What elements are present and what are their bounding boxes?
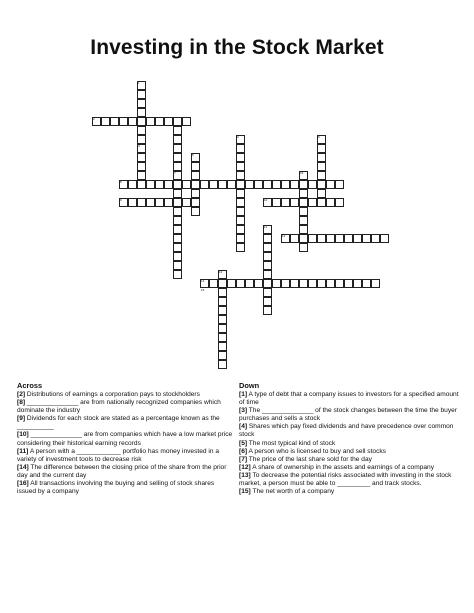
- crossword-cell[interactable]: [290, 234, 299, 243]
- down-clues: [239, 381, 461, 496]
- crossword-cell[interactable]: [299, 234, 308, 243]
- down-clue: [239, 407, 461, 423]
- cell-number: 10: [264, 198, 268, 202]
- crossword-cell[interactable]: [155, 117, 164, 126]
- crossword-cell[interactable]: [191, 189, 200, 198]
- crossword-cell[interactable]: [272, 279, 281, 288]
- clue-text: The most typical kind of stock: [248, 439, 336, 447]
- crossword-cell[interactable]: [299, 207, 308, 216]
- crossword-cell[interactable]: [299, 180, 308, 189]
- crossword-cell[interactable]: [308, 198, 317, 207]
- cell-number: 11: [264, 225, 268, 229]
- crossword-cell[interactable]: [317, 279, 326, 288]
- crossword-cell[interactable]: [218, 288, 227, 297]
- crossword-cell[interactable]: [146, 198, 155, 207]
- down-clue: [239, 456, 461, 464]
- across-clue: [17, 415, 235, 431]
- crossword-cell[interactable]: [344, 234, 353, 243]
- crossword-cell[interactable]: [119, 117, 128, 126]
- down-clue: [239, 448, 461, 456]
- crossword-cell[interactable]: [299, 279, 308, 288]
- crossword-cell[interactable]: [335, 234, 344, 243]
- crossword-cell[interactable]: [335, 279, 344, 288]
- crossword-cell[interactable]: [218, 351, 227, 360]
- crossword-cell[interactable]: [227, 279, 236, 288]
- crossword-cell[interactable]: [137, 135, 146, 144]
- crossword-cell[interactable]: [236, 216, 245, 225]
- clue-text: The net worth of a company: [252, 488, 335, 496]
- crossword-cell[interactable]: [290, 180, 299, 189]
- crossword-cell[interactable]: [236, 162, 245, 171]
- crossword-cell[interactable]: [218, 333, 227, 342]
- crossword-cell[interactable]: [236, 144, 245, 153]
- crossword-cell[interactable]: [137, 117, 146, 126]
- crossword-cell[interactable]: [353, 234, 362, 243]
- clue-number: [9]: [17, 415, 26, 423]
- crossword-cell[interactable]: [173, 180, 182, 189]
- crossword-cell[interactable]: [173, 243, 182, 252]
- crossword-cell[interactable]: [236, 198, 245, 207]
- clue-number: [15]: [239, 488, 251, 496]
- crossword-cell[interactable]: [218, 315, 227, 324]
- cell-number: 14: [201, 279, 205, 283]
- crossword-cell[interactable]: [173, 189, 182, 198]
- crossword-cell[interactable]: [182, 117, 191, 126]
- crossword-cell[interactable]: [209, 279, 218, 288]
- crossword-cell[interactable]: [137, 153, 146, 162]
- crossword-cell[interactable]: [317, 198, 326, 207]
- crossword-cell[interactable]: [137, 171, 146, 180]
- down-clue: [239, 472, 461, 488]
- crossword-cell[interactable]: [173, 126, 182, 135]
- crossword-cell[interactable]: [308, 279, 317, 288]
- crossword-cell[interactable]: [308, 180, 317, 189]
- crossword-cell[interactable]: [182, 180, 191, 189]
- crossword-cell[interactable]: [236, 243, 245, 252]
- clue-text: All transactions involving the buying and selling of stock shares issued by a company: [17, 480, 215, 496]
- crossword-cell[interactable]: [236, 207, 245, 216]
- crossword-cell[interactable]: [272, 198, 281, 207]
- across-clue: [17, 399, 235, 415]
- crossword-cell[interactable]: [236, 234, 245, 243]
- crossword-cell[interactable]: [218, 297, 227, 306]
- across-clue: [17, 480, 235, 496]
- crossword-cell[interactable]: [164, 117, 173, 126]
- crossword-cell[interactable]: [155, 180, 164, 189]
- crossword-cell[interactable]: [281, 198, 290, 207]
- crossword-cell[interactable]: [335, 198, 344, 207]
- crossword-cell[interactable]: [263, 243, 272, 252]
- crossword-cell[interactable]: [173, 153, 182, 162]
- clue-number: [11]: [17, 447, 29, 455]
- clue-number: [4]: [239, 423, 248, 431]
- crossword-cell[interactable]: [344, 279, 353, 288]
- crossword-cell[interactable]: [137, 108, 146, 117]
- crossword-cell[interactable]: [308, 234, 317, 243]
- crossword-cell[interactable]: [317, 171, 326, 180]
- cell-number: 15: [300, 171, 304, 175]
- clue-text: The price of the last share sold for the day: [248, 455, 372, 463]
- crossword-cell[interactable]: [263, 288, 272, 297]
- crossword-cell[interactable]: [290, 198, 299, 207]
- crossword-cell[interactable]: [173, 234, 182, 243]
- clue-number: [3]: [239, 407, 248, 415]
- cell-number: 9: [120, 198, 122, 202]
- crossword-cell[interactable]: [173, 198, 182, 207]
- crossword-cell[interactable]: [371, 279, 380, 288]
- clue-text: A person with a ____________ portfolio has money invested in a variety of investment tools to decrease risk: [17, 447, 219, 463]
- crossword-cell[interactable]: [263, 297, 272, 306]
- crossword-cell[interactable]: [218, 180, 227, 189]
- crossword-cell[interactable]: [263, 261, 272, 270]
- crossword-cell[interactable]: [173, 252, 182, 261]
- crossword-cell[interactable]: [137, 162, 146, 171]
- crossword-cell[interactable]: [110, 117, 119, 126]
- crossword-cell[interactable]: [173, 216, 182, 225]
- crossword-cell[interactable]: [137, 99, 146, 108]
- cell-number: 4: [138, 144, 140, 148]
- across-clue: [17, 391, 235, 399]
- crossword-cell[interactable]: [254, 180, 263, 189]
- crossword-cell[interactable]: [218, 279, 227, 288]
- crossword-cell[interactable]: [155, 198, 164, 207]
- down-clue: [239, 464, 461, 472]
- cell-number: 13: [219, 270, 223, 274]
- crossword-cell[interactable]: [209, 180, 218, 189]
- cell-number: 5: [192, 153, 194, 157]
- crossword-cell[interactable]: [173, 117, 182, 126]
- crossword-cell[interactable]: [137, 198, 146, 207]
- down-clue: [239, 391, 461, 407]
- crossword-cell[interactable]: [236, 180, 245, 189]
- clue-number: [12]: [239, 463, 251, 471]
- crossword-cell[interactable]: [245, 180, 254, 189]
- crossword-cell[interactable]: [128, 198, 137, 207]
- crossword-cell[interactable]: [281, 279, 290, 288]
- crossword-cell[interactable]: [353, 279, 362, 288]
- crossword-cell[interactable]: [137, 90, 146, 99]
- crossword-cell[interactable]: [362, 234, 371, 243]
- across-clues: [17, 381, 235, 496]
- clue-text: The ______________ of the stock changes between the time the buyer purchases and sells a stock: [239, 407, 457, 423]
- cell-number: 2: [93, 117, 95, 121]
- crossword-cell[interactable]: [236, 225, 245, 234]
- crossword-cell[interactable]: [263, 252, 272, 261]
- crossword-cell[interactable]: [191, 180, 200, 189]
- clue-number: [5]: [239, 439, 248, 447]
- clue-text: Shares which pay fixed dividends and have precedence over common stock: [239, 423, 454, 439]
- crossword-cell[interactable]: [263, 270, 272, 279]
- crossword-cell[interactable]: [218, 324, 227, 333]
- crossword-cell[interactable]: [191, 171, 200, 180]
- crossword-cell[interactable]: [299, 198, 308, 207]
- crossword-cell[interactable]: [317, 234, 326, 243]
- clue-text: Distributions of earnings a corporation pays to stockholders: [26, 391, 200, 398]
- crossword-cell[interactable]: [227, 180, 236, 189]
- crossword-cell[interactable]: [182, 198, 191, 207]
- crossword-cell[interactable]: [173, 162, 182, 171]
- crossword-cell[interactable]: [173, 135, 182, 144]
- crossword-cell[interactable]: [218, 360, 227, 369]
- crossword-cell[interactable]: [173, 144, 182, 153]
- cell-number: 8: [120, 180, 122, 184]
- down-heading: Down: [239, 381, 260, 390]
- crossword-cell[interactable]: [173, 207, 182, 216]
- crossword-cell[interactable]: [164, 198, 173, 207]
- crossword-cell[interactable]: [326, 198, 335, 207]
- crossword-cell[interactable]: [254, 279, 263, 288]
- clue-text: The difference between the closing price of the share from the prior day and the current day: [17, 463, 227, 479]
- crossword-cell[interactable]: [236, 153, 245, 162]
- crossword-cell[interactable]: [299, 225, 308, 234]
- crossword-cell[interactable]: [326, 234, 335, 243]
- across-clue: [17, 448, 235, 464]
- crossword-cell[interactable]: [218, 342, 227, 351]
- crossword-cell[interactable]: [317, 144, 326, 153]
- clue-text: A type of debt that a company issues to investors for a specified amount of time: [239, 391, 459, 407]
- crossword-cell[interactable]: [236, 171, 245, 180]
- crossword-cell[interactable]: [326, 279, 335, 288]
- clue-text: A share of ownership in the assets and earnings of a company: [252, 463, 435, 471]
- crossword-cell[interactable]: [299, 189, 308, 198]
- clue-text: A person who is licensed to buy and sell stocks: [248, 447, 386, 455]
- crossword-cell[interactable]: [299, 216, 308, 225]
- crossword-cell[interactable]: [146, 117, 155, 126]
- crossword-cell[interactable]: [317, 180, 326, 189]
- cell-number: 6: [318, 135, 320, 139]
- crossword-cell[interactable]: [317, 162, 326, 171]
- crossword-cell[interactable]: [245, 279, 254, 288]
- crossword-cell[interactable]: [236, 189, 245, 198]
- crossword-cell[interactable]: [317, 153, 326, 162]
- crossword-cell[interactable]: [218, 306, 227, 315]
- crossword-cell[interactable]: [335, 180, 344, 189]
- crossword-cell[interactable]: [263, 234, 272, 243]
- clue-text: ______________ are from nationally recognized companies which dominate the industry: [17, 399, 221, 415]
- crossword-cell[interactable]: [272, 180, 281, 189]
- crossword-cell[interactable]: [137, 126, 146, 135]
- crossword-cell[interactable]: [263, 180, 272, 189]
- crossword-cell[interactable]: [263, 279, 272, 288]
- clue-number: [14]: [17, 463, 29, 471]
- across-clue: [17, 431, 235, 447]
- crossword-cell[interactable]: [290, 279, 299, 288]
- crossword-cell[interactable]: [191, 198, 200, 207]
- clue-text: ______________ are from companies which have a low market price considering their historical earning records: [17, 431, 233, 447]
- crossword-cell[interactable]: [317, 189, 326, 198]
- clue-number: [2]: [17, 391, 26, 398]
- clue-number: [16]: [17, 480, 29, 488]
- clue-number: [13]: [239, 471, 251, 479]
- cell-number: 1: [138, 81, 140, 85]
- clue-number: [7]: [239, 455, 248, 463]
- crossword-cell[interactable]: [164, 180, 173, 189]
- crossword-cell[interactable]: [236, 279, 245, 288]
- down-clue: [239, 488, 461, 496]
- down-clue: [239, 423, 461, 439]
- across-clue: [17, 464, 235, 480]
- crossword-cell[interactable]: [191, 162, 200, 171]
- crossword-cell[interactable]: [380, 234, 389, 243]
- crossword-cell[interactable]: [137, 180, 146, 189]
- clue-number: [10]: [17, 431, 29, 439]
- clue-number: [1]: [239, 391, 248, 398]
- crossword-cell[interactable]: [146, 180, 155, 189]
- cell-number: 7: [174, 171, 176, 175]
- crossword-cell[interactable]: [173, 270, 182, 279]
- crossword-cell[interactable]: [200, 180, 209, 189]
- cell-number: 12: [282, 234, 286, 238]
- down-clue: [239, 440, 461, 448]
- crossword-cell[interactable]: [326, 180, 335, 189]
- clue-text: Dividends for each stock are stated as a percentage known as the __________: [17, 415, 220, 431]
- crossword-cell[interactable]: [362, 279, 371, 288]
- crossword-cell[interactable]: [173, 225, 182, 234]
- crossword-cell[interactable]: [191, 207, 200, 216]
- crossword-cell[interactable]: [371, 234, 380, 243]
- crossword-cell[interactable]: [173, 261, 182, 270]
- clue-number: [6]: [239, 447, 248, 455]
- crossword-cell[interactable]: [299, 243, 308, 252]
- crossword-cell[interactable]: [263, 306, 272, 315]
- crossword-cell[interactable]: [101, 117, 110, 126]
- across-heading: Across: [17, 381, 43, 390]
- clue-number: [8]: [17, 399, 26, 407]
- cell-number: 16: [201, 288, 205, 292]
- page-title: Investing in the Stock Market: [90, 36, 384, 59]
- clue-text: To decrease the potential risks associated with investing in the stock market, a person must be able to _________ and track stocks.: [239, 471, 452, 488]
- crossword-cell[interactable]: [128, 180, 137, 189]
- crossword-cell[interactable]: [128, 117, 137, 126]
- crossword-cell[interactable]: [281, 180, 290, 189]
- cell-number: 3: [237, 135, 239, 139]
